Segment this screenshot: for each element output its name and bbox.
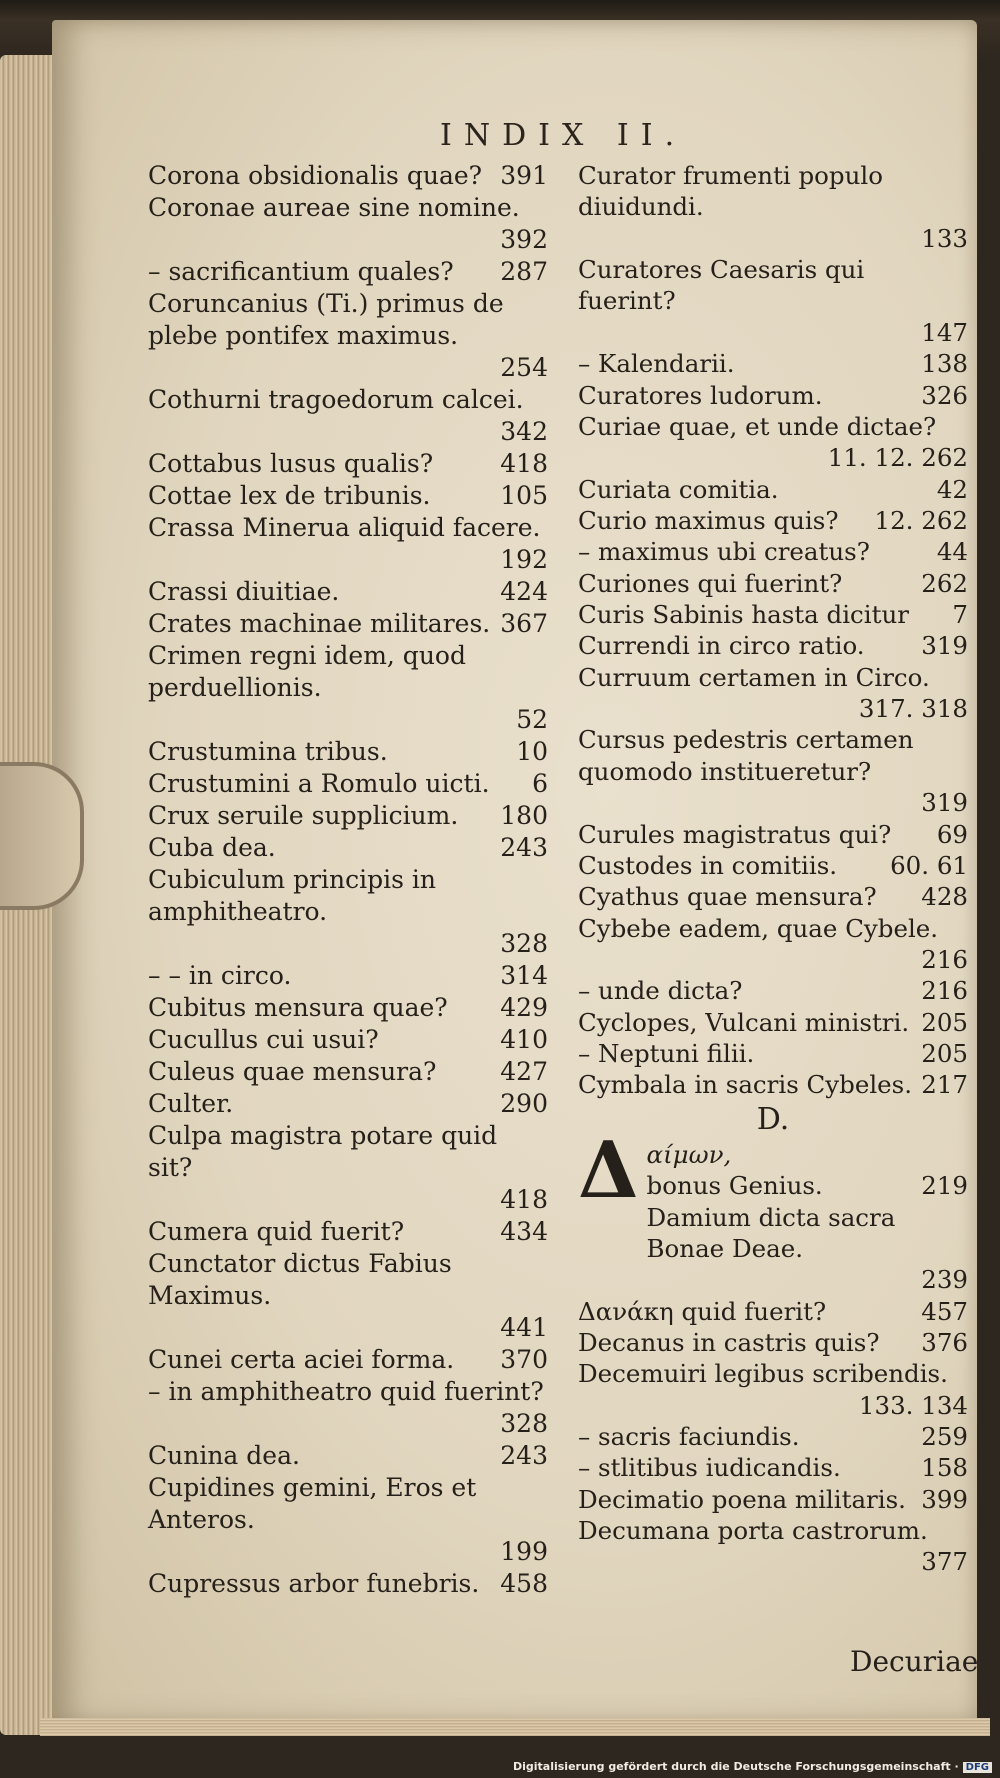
catchword: Decuriae xyxy=(850,1645,979,1678)
index-entry xyxy=(578,599,968,630)
index-entry xyxy=(578,1484,968,1515)
entry-term: Curatores ludorum. xyxy=(578,380,823,410)
entry-page-number: 392 xyxy=(500,225,548,254)
entry-term: Culpa magistra potare quid sit? xyxy=(148,1121,498,1182)
section-letter-d: D. xyxy=(756,1101,790,1137)
entry-page-number: 44 xyxy=(936,537,968,567)
index-entry xyxy=(148,160,548,192)
entry-term: Culter. xyxy=(148,1089,234,1118)
index-entry xyxy=(578,254,968,348)
entry-term: – in amphitheatro quid fuerint? xyxy=(148,1377,544,1406)
entry-term: – sacris faciundis. xyxy=(578,1422,800,1452)
index-entry xyxy=(578,1327,968,1358)
entry-page-number: 10 xyxy=(516,737,548,766)
entry-term: – Neptuni filii. xyxy=(578,1039,755,1069)
entry-page-number: 133. 134 xyxy=(858,1390,968,1420)
entry-page-number: 105 xyxy=(500,481,548,510)
index-entry xyxy=(148,288,548,384)
entry-page-number: 158 xyxy=(921,1453,968,1483)
index-entry xyxy=(148,448,548,480)
entry-page-number: 147 xyxy=(921,317,968,347)
entry-term: Cupidines gemini, Eros et Anteros. xyxy=(148,1473,477,1534)
index-entry xyxy=(148,480,548,512)
index-entry xyxy=(148,1056,548,1088)
entry-term: bonus Genius. xyxy=(646,1171,823,1201)
index-entry xyxy=(578,913,968,976)
index-entry xyxy=(148,384,548,448)
entry-page-number: 205 xyxy=(921,1039,968,1069)
index-entry xyxy=(148,192,548,256)
footer-text: Digitalisierung gefördert durch die Deutsche Forschungsgemeinschaft · xyxy=(512,1760,959,1773)
entry-page-number: 192 xyxy=(500,545,548,574)
entry-page-number: 376 xyxy=(921,1327,968,1357)
entry-page-number: 216 xyxy=(921,944,968,974)
index-entry xyxy=(647,1170,968,1201)
index-entry xyxy=(578,505,968,536)
entry-term: Cymbala in sacris Cybeles. xyxy=(578,1070,913,1100)
page-bottom-edge xyxy=(40,1718,990,1736)
index-entry xyxy=(148,1440,548,1472)
entry-term: Decanus in castris quis? xyxy=(578,1327,880,1357)
entry-term: – Kalendarii. xyxy=(578,349,735,379)
entry-page-number: 342 xyxy=(500,417,548,446)
index-entry xyxy=(148,864,548,960)
index-entry xyxy=(578,850,968,881)
entry-page-number: 217 xyxy=(921,1070,968,1100)
footer-credit xyxy=(513,1760,992,1773)
index-entry xyxy=(148,1216,548,1248)
entry-page-number: 69 xyxy=(936,819,968,849)
entry-page-number: 434 xyxy=(500,1217,548,1246)
entry-term: Decimatio poena militaris. xyxy=(578,1484,906,1514)
index-entry xyxy=(578,348,968,379)
entry-term: Curiae quae, et unde dictae? xyxy=(578,411,937,441)
entry-term: Cumera quid fuerit? xyxy=(148,1217,405,1246)
entry-term: Curator frumenti populo diuidundi. xyxy=(578,161,883,222)
entry-page-number: 199 xyxy=(500,1537,548,1566)
index-entry xyxy=(148,1248,548,1344)
entry-page-number: 418 xyxy=(500,1185,548,1214)
entry-term: Crustumini a Romulo uicti. xyxy=(148,769,490,798)
index-entry xyxy=(578,662,968,725)
entry-term: Crates machinae militares. xyxy=(148,609,491,638)
entry-term: Δανάκη quid fuerit? xyxy=(578,1296,827,1326)
entry-page-number: 367 xyxy=(500,609,548,638)
index-entry xyxy=(148,768,548,800)
index-entry xyxy=(578,1452,968,1483)
dropcap-entry xyxy=(578,1124,968,1578)
greek-word: αίμων, xyxy=(646,1139,732,1169)
index-entry xyxy=(148,736,548,768)
index-entry xyxy=(148,1120,548,1216)
index-entry xyxy=(578,975,968,1006)
index-entry xyxy=(148,1568,548,1600)
entry-page-number: 12. 262 xyxy=(874,505,968,535)
entry-term: Custodes in comitiis. xyxy=(578,850,838,880)
left-column xyxy=(148,160,548,1600)
entry-page-number: 391 xyxy=(500,161,548,190)
entry-term: Damium dicta sacra Bonae Deae. xyxy=(646,1202,896,1263)
entry-page-number: 259 xyxy=(921,1422,968,1452)
entry-page-number: 205 xyxy=(921,1007,968,1037)
entry-page-number: 216 xyxy=(921,976,968,1006)
entry-page-number: 52 xyxy=(516,705,548,734)
entry-page-number: 441 xyxy=(500,1313,548,1342)
index-entry xyxy=(148,640,548,736)
index-entry xyxy=(578,380,968,411)
entry-term: Cothurni tragoedorum calcei. xyxy=(148,385,524,414)
entry-term: Cubitus mensura quae? xyxy=(148,993,448,1022)
index-entry xyxy=(148,1376,548,1440)
index-entry xyxy=(578,1007,968,1038)
entry-term: Cupressus arbor funebris. xyxy=(148,1569,480,1598)
entry-term: Crimen regni idem, quod perduellionis. xyxy=(148,641,466,702)
entry-page-number: 180 xyxy=(500,801,548,830)
entry-term: Curiones qui fuerint? xyxy=(578,568,843,598)
index-entry xyxy=(578,160,968,254)
entry-page-number: 287 xyxy=(500,257,548,286)
entry-term: Crassa Minerua aliquid facere. xyxy=(148,513,541,542)
entry-term: Cybebe eadem, quae Cybele. xyxy=(578,913,939,943)
index-entry xyxy=(148,800,548,832)
entry-page-number: 11. 12. 262 xyxy=(827,443,968,473)
index-entry xyxy=(148,832,548,864)
entry-term: – maximus ubi creatus? xyxy=(578,537,870,567)
entry-term: Crustumina tribus. xyxy=(148,737,388,766)
entry-term: – unde dicta? xyxy=(578,976,743,1006)
index-entry xyxy=(578,724,968,818)
entry-term: Coronae aureae sine nomine. xyxy=(148,193,520,222)
index-entry xyxy=(647,1202,968,1296)
index-entry xyxy=(578,819,968,850)
entry-term: Cucullus cui usui? xyxy=(148,1025,379,1054)
entry-page-number: 290 xyxy=(500,1089,548,1118)
index-entry xyxy=(148,1088,548,1120)
entry-term: Decemuiri legibus scribendis. xyxy=(578,1359,948,1389)
entry-term: Curis Sabinis hasta dicitur xyxy=(578,600,909,630)
index-entry xyxy=(148,512,548,576)
entry-term: Cottae lex de tribunis. xyxy=(148,481,431,510)
index-entry xyxy=(578,1515,968,1578)
index-entry xyxy=(578,1421,968,1452)
running-header: INDIX II. xyxy=(440,118,687,153)
entry-page-number: 219 xyxy=(921,1171,968,1201)
index-entry xyxy=(578,474,968,505)
index-entry xyxy=(578,568,968,599)
entry-page-number: 457 xyxy=(921,1296,968,1326)
entry-term: Coruncanius (Ti.) primus de plebe pontifex maximus. xyxy=(148,289,504,350)
entry-page-number: 328 xyxy=(500,929,548,958)
index-entry xyxy=(148,960,548,992)
index-entry xyxy=(578,1038,968,1069)
entry-page-number: 377 xyxy=(921,1547,968,1577)
entry-page-number: 60. 61 xyxy=(890,850,968,880)
entry-term: Curio maximus quis? xyxy=(578,505,839,535)
entry-page-number: 133 xyxy=(921,223,968,253)
entry-term: – sacrificantium quales? xyxy=(148,257,454,286)
entry-page-number: 243 xyxy=(500,833,548,862)
entry-page-number: 399 xyxy=(921,1484,968,1514)
index-entry xyxy=(578,536,968,567)
entry-page-number: 138 xyxy=(921,349,968,379)
entry-page-number: 254 xyxy=(500,353,548,382)
entry-term: Cunei certa aciei forma. xyxy=(148,1345,455,1374)
entry-term: Cyclopes, Vulcani ministri. xyxy=(578,1007,910,1037)
entry-page-number: 7 xyxy=(952,600,968,630)
entry-page-number: 418 xyxy=(500,449,548,478)
entry-term: Crassi diuitiae. xyxy=(148,577,340,606)
index-entry xyxy=(578,881,968,912)
entry-page-number: 424 xyxy=(500,577,548,606)
index-entry xyxy=(148,608,548,640)
entry-page-number: 370 xyxy=(500,1345,548,1374)
entry-term: Corona obsidionalis quae? xyxy=(148,161,483,190)
entry-page-number: 326 xyxy=(921,380,968,410)
entry-page-number: 239 xyxy=(921,1265,968,1295)
entry-term: Curruum certamen in Circo. xyxy=(578,662,930,692)
entry-page-number: 427 xyxy=(500,1057,548,1086)
entry-page-number: 458 xyxy=(500,1569,548,1598)
index-entry xyxy=(578,1296,968,1327)
entry-term: Curiata comitia. xyxy=(578,474,779,504)
entry-term: Cunctator dictus Fabius Maximus. xyxy=(148,1249,452,1310)
entry-page-number: 6 xyxy=(532,769,548,798)
clasp-loop xyxy=(0,762,84,910)
entry-term: Cuba dea. xyxy=(148,833,276,862)
entry-term: Cursus pedestris certamen quomodo institueretur? xyxy=(578,725,914,786)
entry-page-number: 262 xyxy=(921,568,968,598)
entry-term: Cubiculum principis in amphitheatro. xyxy=(148,865,437,926)
entry-page-number: 314 xyxy=(500,961,548,990)
index-entry xyxy=(578,1069,968,1100)
index-entry xyxy=(148,256,548,288)
entry-term: Crux seruile supplicium. xyxy=(148,801,459,830)
entry-page-number: 429 xyxy=(500,993,548,1022)
index-entry xyxy=(578,630,968,661)
entry-page-number: 319 xyxy=(921,631,968,661)
entry-term: Decumana porta castrorum. xyxy=(578,1516,928,1546)
entry-term: Curatores Caesaris qui fuerint? xyxy=(578,255,865,316)
dropcap-delta: Δ xyxy=(578,1124,639,1216)
dfg-logo: DFG xyxy=(963,1762,992,1773)
entry-term: – – in circo. xyxy=(148,961,292,990)
entry-term: Currendi in circo ratio. xyxy=(578,631,865,661)
entry-page-number: 428 xyxy=(921,882,968,912)
index-entry xyxy=(148,1024,548,1056)
entry-term: Curules magistratus qui? xyxy=(578,819,892,849)
entry-page-number: 317. 318 xyxy=(858,694,968,724)
index-entry xyxy=(148,1344,548,1376)
index-entry xyxy=(578,411,968,474)
entry-page-number: 243 xyxy=(500,1441,548,1470)
entry-term: Cyathus quae mensura? xyxy=(578,882,877,912)
entry-term: Cunina dea. xyxy=(148,1441,300,1470)
entry-page-number: 319 xyxy=(921,788,968,818)
right-column xyxy=(578,160,968,1578)
index-entry xyxy=(578,1358,968,1421)
index-entry xyxy=(148,992,548,1024)
entry-term: – stlitibus iudicandis. xyxy=(578,1453,841,1483)
entry-page-number: 410 xyxy=(500,1025,548,1054)
entry-term: Culeus quae mensura? xyxy=(148,1057,437,1086)
entry-term: Cottabus lusus qualis? xyxy=(148,449,434,478)
entry-page-number: 42 xyxy=(936,474,968,504)
index-entry xyxy=(148,576,548,608)
entry-page-number: 328 xyxy=(500,1409,548,1438)
index-entry xyxy=(148,1472,548,1568)
